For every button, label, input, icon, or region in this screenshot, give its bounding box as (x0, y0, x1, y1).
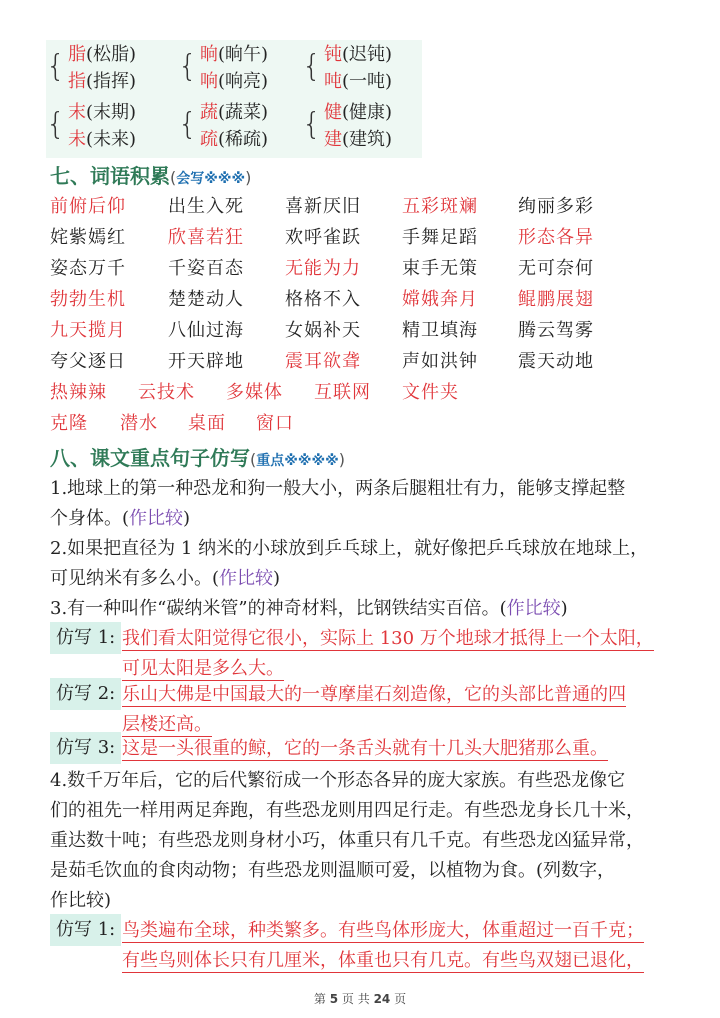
sentence-line: 3.有一种叫作“碳纳米管”的神奇材料，比钢铁结实百倍。(作比较) (50, 598, 568, 619)
sentence-line: 个身体。(作比较) (50, 508, 191, 529)
word-item: 腾云驾雾 (518, 320, 594, 341)
word-item: 嫦娥奔月 (402, 289, 478, 310)
brace-icon: { (302, 107, 322, 142)
word-item: 欣喜若狂 (168, 227, 244, 248)
word-item: 震天动地 (518, 351, 594, 372)
word-item: 楚楚动人 (168, 289, 244, 310)
sentence-1 (50, 474, 680, 534)
char-line: 晌(晌午) (200, 44, 269, 65)
imitation-4 (50, 914, 670, 974)
word-item: 精卫填海 (402, 320, 478, 341)
word-item: 喜新厌旧 (285, 196, 361, 217)
word-item: 格格不入 (285, 289, 361, 310)
word-item: 开天辟地 (168, 351, 244, 372)
char-group (46, 40, 154, 96)
word-item: 无可奈何 (518, 258, 594, 279)
char-line: 响(响亮) (200, 71, 269, 92)
char-line: 吨(一吨) (324, 71, 393, 92)
brace-icon: { (46, 107, 66, 142)
word-item: 五彩斑斓 (402, 196, 478, 217)
word-item: 勃勃生机 (50, 289, 126, 310)
word-item: 束手无策 (402, 258, 478, 279)
sentence-line: 可见纳米有多么小。(作比较) (50, 568, 281, 589)
word-item: 绚丽多彩 (518, 196, 594, 217)
word-item: 千姿百态 (168, 258, 244, 279)
char-line: 蔬(蔬菜) (200, 102, 269, 123)
char-line: 未(未来) (68, 129, 137, 150)
word-item: 热辣辣 (50, 382, 107, 403)
word-item: 出生入死 (168, 196, 244, 217)
brace-icon: { (178, 49, 198, 84)
char-line: 健(健康) (324, 102, 393, 123)
imitation-text: 层楼还高。 (122, 714, 212, 735)
section-7-heading: 七、词语积累(会写※※※) (50, 164, 252, 188)
char-line: 指(指挥) (68, 71, 137, 92)
word-item: 欢呼雀跃 (285, 227, 361, 248)
sentence-line: 4.数千万年后，它的后代繁衍成一个形态各异的庞大家族。有些恐龙像它 (50, 770, 626, 791)
char-line: 脂(松脂) (68, 44, 137, 65)
imitation-3 (50, 732, 670, 766)
word-item: 形态各异 (518, 227, 594, 248)
sentence-line: 2.如果把直径为 1 纳米的小球放到乒乓球上，就好像把乒乓球放在地球上， (50, 538, 649, 559)
char-line: 疏(稀疏) (200, 129, 269, 150)
imitation-label: 仿写 3: (50, 732, 121, 764)
imitation-1 (50, 622, 670, 682)
brace-icon: { (302, 49, 322, 84)
imitation-label: 仿写 1: (50, 914, 121, 946)
sentence-line: 是茹毛饮血的食肉动物；有些恐龙则温顺可爱，以植物为食。(列数字， (50, 860, 616, 881)
word-item: 夸父逐日 (50, 351, 126, 372)
imitation-text: 乐山大佛是中国最大的一尊摩崖石刻造像，它的头部比普通的四 (122, 684, 626, 705)
sentence-line: 1.地球上的第一种恐龙和狗一般大小，两条后腿粗壮有力，能够支撑起整 (50, 478, 626, 499)
char-group (178, 98, 286, 154)
word-item: 鲲鹏展翅 (518, 289, 594, 310)
sentence-3 (50, 594, 680, 624)
imitation-text: 可见太阳是多么大。 (122, 658, 284, 679)
imitation-text: 鸟类遍布全球，种类繁多。有些鸟体形庞大，体重超过一百千克； (122, 920, 644, 941)
sentence-2 (50, 534, 680, 594)
word-item: 声如洪钟 (402, 351, 478, 372)
word-item: 姿态万千 (50, 258, 126, 279)
page-footer: 第 5 页 共 24 页 (313, 992, 407, 1006)
sentence-line: 重达数十吨；有些恐龙则身材小巧，体重只有几千克。有些恐龙凶猛异常， (50, 830, 644, 851)
imitation-text: 我们看太阳觉得它很小，实际上 130 万个地球才抵得上一个太阳， (122, 628, 654, 649)
sentence-line: 作比较) (50, 890, 112, 911)
brace-icon: { (46, 49, 66, 84)
word-item: 震耳欲聋 (285, 351, 361, 372)
brace-icon: { (178, 107, 198, 142)
imitation-text: 有些鸟则体长只有几厘米，体重也只有几克。有些鸟双翅已退化， (122, 950, 644, 971)
word-item: 克隆 (50, 413, 88, 434)
word-item: 互联网 (314, 382, 371, 403)
imitation-label: 仿写 2: (50, 678, 121, 710)
char-group (302, 40, 410, 96)
char-group (178, 40, 286, 96)
imitation-label: 仿写 1: (50, 622, 121, 654)
word-item: 桌面 (188, 413, 226, 434)
section-8-heading: 八、课文重点句子仿写(重点※※※※) (50, 446, 345, 470)
char-line: 钝(迟钝) (324, 44, 393, 65)
word-item: 潜水 (120, 413, 158, 434)
word-item: 窗口 (256, 413, 294, 434)
char-line: 末(末期) (68, 102, 137, 123)
word-item: 多媒体 (226, 382, 283, 403)
word-item: 姹紫嫣红 (50, 227, 126, 248)
word-item: 无能为力 (285, 258, 361, 279)
word-item: 手舞足蹈 (402, 227, 478, 248)
sentence-4 (50, 766, 680, 916)
word-item: 八仙过海 (168, 320, 244, 341)
imitation-2 (50, 678, 670, 738)
char-group (302, 98, 410, 154)
word-item: 前俯后仰 (50, 196, 126, 217)
char-line: 建(建筑) (324, 129, 393, 150)
char-group (46, 98, 154, 154)
word-item: 九天揽月 (50, 320, 126, 341)
word-item: 云技术 (138, 382, 195, 403)
sentence-line: 们的祖先一样用两足奔跑，有些恐龙则用四足行走。有些恐龙身长几十米， (50, 800, 644, 821)
word-item: 女娲补天 (285, 320, 361, 341)
char-groups (46, 40, 422, 158)
word-item: 文件夹 (402, 382, 459, 403)
imitation-text: 这是一头很重的鲸，它的一条舌头就有十几头大肥猪那么重。 (122, 738, 608, 759)
